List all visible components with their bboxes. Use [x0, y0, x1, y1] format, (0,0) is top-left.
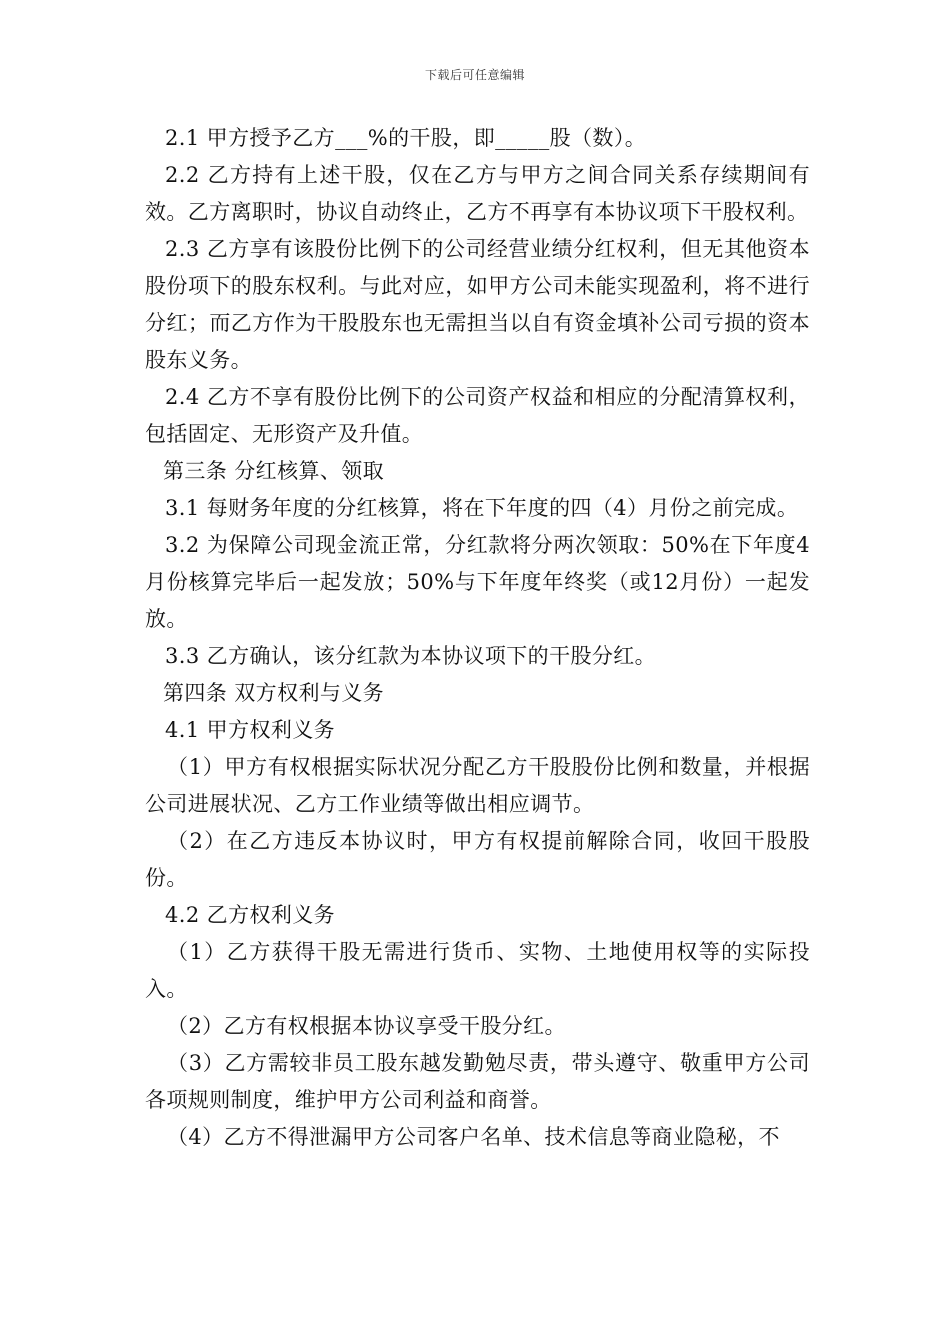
clause-4-2-item-4: （4）乙方不得泄漏甲方公司客户名单、技术信息等商业隐秘，不 — [167, 1125, 780, 1149]
clause-4-2: 4.2 乙方权利义务 — [165, 903, 336, 927]
page-header: 下载后可任意编辑 — [424, 68, 525, 82]
clause-2-3: 2.3 乙方享有该股份比例下的公司经营业绩分红权利，但无其他资本股份项下的股东权利。与此对应，如甲方公司未能实现盈利，将不进行分红；而乙方作为干股股东也无需担当以自有资金填补公司亏损的资本股东义务。 — [145, 237, 810, 372]
article-3-heading: 第三条 分红核算、领取 — [163, 459, 385, 483]
clause-2-2: 2.2 乙方持有上述干股，仅在乙方与甲方之间合同关系存续期间有效。乙方离职时，协议自动终止，乙方不再享有本协议项下干股权利。 — [145, 163, 810, 224]
clause-4-1-item-1: （1）甲方有权根据实际状况分配乙方干股股份比例和数量，并根据公司进展状况、乙方工作业绩等做出相应调节。 — [145, 755, 810, 816]
article-4-heading: 第四条 双方权利与义务 — [163, 681, 385, 705]
clause-4-1: 4.1 甲方权利义务 — [165, 718, 336, 742]
document-body — [145, 120, 810, 1156]
clause-3-3: 3.3 乙方确认，该分红款为本协议项下的干股分红。 — [165, 644, 657, 668]
clause-3-1: 3.1 每财务年度的分红核算，将在下年度的四（4）月份之前完成。 — [165, 496, 799, 520]
clause-4-2-item-2: （2）乙方有权根据本协议享受干股分红。 — [167, 1014, 566, 1038]
clause-2-1: 2.1 甲方授予乙方___%的干股，即_____股（数）。 — [165, 126, 647, 150]
clause-2-4: 2.4 乙方不享有股份比例下的公司资产权益和相应的分配清算权利，包括固定、无形资产及升值。 — [145, 385, 810, 446]
clause-4-2-item-1: （1）乙方获得干股无需进行货币、实物、土地使用权等的实际投入。 — [145, 940, 810, 1001]
clause-3-2: 3.2 为保障公司现金流正常，分红款将分两次领取：50%在下年度4月份核算完毕后一起发放；50%与下年度年终奖（或12月份）一起发放。 — [145, 533, 810, 631]
clause-4-1-item-2: （2）在乙方违反本协议时，甲方有权提前解除合同，收回干股股份。 — [145, 829, 810, 890]
clause-4-2-item-3: （3）乙方需较非员工股东越发勤勉尽责，带头遵守、敬重甲方公司各项规则制度，维护甲方公司利益和商誉。 — [145, 1051, 810, 1112]
